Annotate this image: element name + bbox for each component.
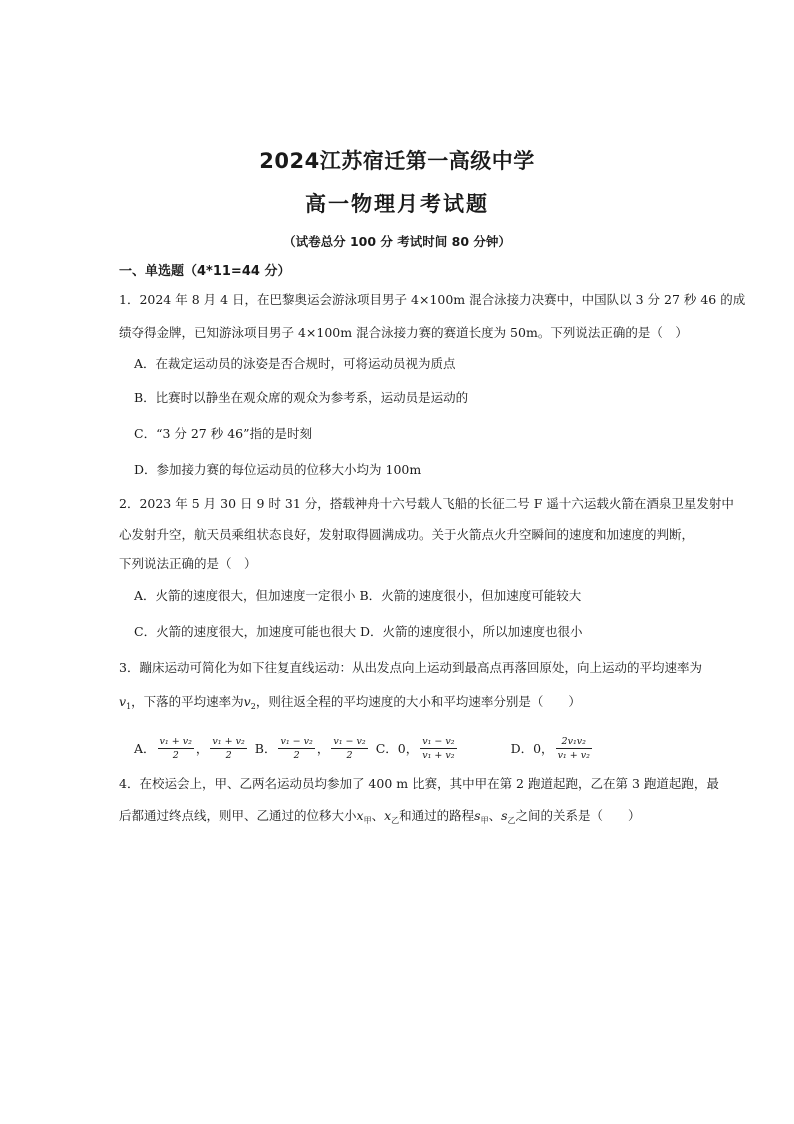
q4-sep1: 、 [371,808,385,823]
q3-frac-a2 [210,735,246,762]
q2-options-ab: A．火箭的速度很大，但加速度一定很小 B．火箭的速度很小，但加速度可能较大 [134,588,582,603]
frac-numerator: v₁ + v₂ [159,735,192,747]
q3-line2 [119,694,581,710]
s-jia-subscript: 甲 [480,816,489,825]
q2-line3: 下列说法正确的是（ ） [119,556,257,571]
q3-option-c-label: C．0， [375,741,419,756]
frac-numerator: v₁ − v₂ [280,735,313,747]
v1-symbol: v [119,694,127,709]
q2-line1: 2．2023 年 5 月 30 日 9 时 31 分，搭载神舟十六号载人飞船的长征二号 F 遥十六运载火箭在酒泉卫星发射中 [119,496,734,511]
frac-numerator: v₁ − v₂ [333,735,366,747]
frac-denominator: 2 [346,749,353,761]
section-heading: 一、单选题（4*11=44 分） [119,264,291,279]
exam-title: 高一物理月考试题 [305,192,489,216]
frac-numerator: v₁ − v₂ [422,735,455,747]
q2-line2: 心发射升空，航天员乘组状态良好，发射取得圆满成功。关于火箭点火升空瞬间的速度和加速度的判断， [119,527,695,542]
school-title: 2024江苏宿迁第一高级中学 [259,149,535,173]
q3-frac-c [420,735,456,762]
frac-numerator: 2v₁v₂ [556,735,592,749]
s-yi-subscript: 乙 [507,816,516,825]
q3-option-b-label: B． [254,741,277,756]
q3-sep-b: ， [316,741,330,756]
q4-line1: 4．在校运会上，甲、乙两名运动员均参加了 400 m 比赛，其中甲在第 2 跑道起跑，乙在第 3 跑道起跑，最 [119,776,719,791]
frac-denominator: 2 [225,749,232,761]
x-jia-subscript: 甲 [363,816,372,825]
q1-option-b: B．比赛时以静坐在观众席的观众为参考系，运动员是运动的 [134,390,469,405]
frac-denominator: v₁ + v₂ [557,749,590,761]
q3-option-d-label: D．0， [510,741,554,756]
q4-line2-pre: 后都通过终点线，则甲、乙通过的位移大小 [119,808,357,823]
q1-line2: 绩夺得金牌，已知游泳项目男子 4×100m 混合泳接力赛的赛道长度为 50m。下列说法正确的是（ ） [119,325,688,340]
q1-option-a: A．在裁定运动员的泳姿是否合规时，可将运动员视为质点 [134,356,456,371]
v2-subscript: 2 [250,702,256,711]
q4-line2 [119,808,641,824]
q1-option-c: C．“3 分 27 秒 46”指的是时刻 [134,426,313,441]
x-yi-symbol: x [384,808,392,823]
q3-line2-pre: ，下落的平均速率为 [131,694,244,709]
q4-sep2: 、 [488,808,502,823]
q3-frac-b1 [278,735,314,762]
q3-line2-post: ，则往返全程的平均速度的大小和平均速率分别是（ ） [255,694,581,709]
q3-frac-d [556,735,592,762]
exam-info: （试卷总分 100 分 考试时间 80 分钟） [283,234,511,249]
frac-denominator: 2 [293,749,300,761]
v2-symbol: v [243,694,251,709]
frac-numerator: v₁ + v₂ [212,735,245,747]
q3-frac-a1 [158,735,194,762]
s-yi-symbol: s [501,808,508,823]
v1-subscript: 1 [126,702,132,711]
frac-denominator: 2 [172,749,179,761]
x-yi-subscript: 乙 [391,816,400,825]
x-jia-symbol: x [356,808,364,823]
q3-line1: 3．蹦床运动可简化为如下往复直线运动：从出发点向上运动到最高点再落回原处，向上运动的平均速率为 [119,660,702,675]
frac-denominator: v₁ + v₂ [422,749,455,761]
q2-options-cd: C．火箭的速度很大，加速度可能也很大 D．火箭的速度很小，所以加速度也很小 [134,624,583,639]
q1-line1: 1．2024 年 8 月 4 日，在巴黎奥运会游泳项目男子 4×100m 混合泳接力决赛中，中国队以 3 分 27 秒 46 的成 [119,292,746,307]
q3-option-a-label: A． [134,741,156,756]
q1-option-d: D．参加接力赛的每位运动员的位移大小均为 100m [134,462,422,477]
s-jia-symbol: s [474,808,481,823]
q4-line2-post: 之间的关系是（ ） [515,808,641,823]
q3-options [134,728,594,768]
q3-frac-b2 [331,735,367,762]
q3-sep-a: ， [195,741,209,756]
q4-mid: 和通过的路程 [399,808,475,823]
